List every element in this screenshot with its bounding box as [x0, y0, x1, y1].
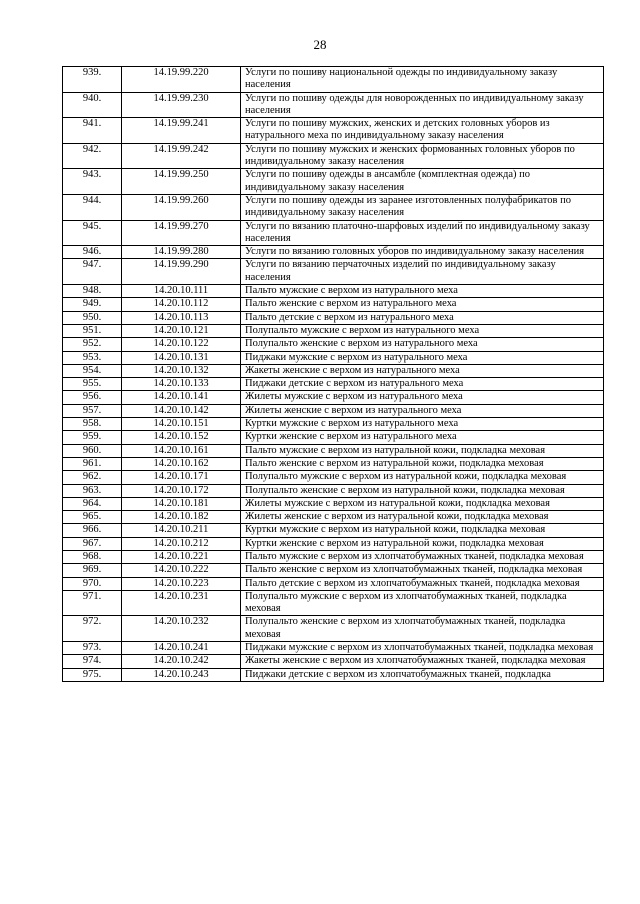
row-number: 959.	[63, 431, 122, 444]
row-number: 970.	[63, 577, 122, 590]
row-number: 940.	[63, 92, 122, 118]
row-code: 14.19.99.270	[122, 220, 241, 246]
row-description: Пальто детские с верхом из хлопчатобумажных тканей, подкладка меховая	[241, 577, 604, 590]
row-number: 965.	[63, 511, 122, 524]
row-number: 968.	[63, 550, 122, 563]
row-number: 939.	[63, 67, 122, 93]
row-description: Услуги по вязанию перчаточных изделий по индивидуальному заказу населения	[241, 259, 604, 285]
row-number: 954.	[63, 364, 122, 377]
row-code: 14.19.99.241	[122, 118, 241, 144]
table-row	[63, 590, 604, 616]
row-description: Услуги по пошиву мужских и женских формованных головных уборов по индивидуальному заказу населения	[241, 143, 604, 169]
row-description: Пиджаки мужские с верхом из хлопчатобумажных тканей, подкладка меховая	[241, 642, 604, 655]
row-code: 14.20.10.121	[122, 324, 241, 337]
row-code: 14.20.10.211	[122, 524, 241, 537]
row-number: 948.	[63, 285, 122, 298]
row-number: 961.	[63, 457, 122, 470]
table-row	[63, 298, 604, 311]
table-row	[63, 194, 604, 220]
table-row	[63, 67, 604, 93]
row-description: Жилеты женские с верхом из натуральной кожи, подкладка меховая	[241, 511, 604, 524]
row-code: 14.20.10.111	[122, 285, 241, 298]
row-number: 974.	[63, 655, 122, 668]
row-code: 14.19.99.250	[122, 169, 241, 195]
table-row	[63, 378, 604, 391]
row-description: Пиджаки детские с верхом из хлопчатобумажных тканей, подкладка	[241, 668, 604, 681]
row-code: 14.20.10.122	[122, 338, 241, 351]
row-description: Услуги по пошиву одежды из заранее изготовленных полуфабрикатов по индивидуальному заказу населения	[241, 194, 604, 220]
row-code: 14.20.10.133	[122, 378, 241, 391]
row-description: Полупальто женские с верхом из натуральной кожи, подкладка меховая	[241, 484, 604, 497]
table-row	[63, 484, 604, 497]
table-row	[63, 311, 604, 324]
table-row	[63, 524, 604, 537]
table-row	[63, 246, 604, 259]
table-row	[63, 457, 604, 470]
row-description: Жакеты женские с верхом из натурального меха	[241, 364, 604, 377]
row-code: 14.20.10.243	[122, 668, 241, 681]
row-code: 14.20.10.152	[122, 431, 241, 444]
table-row	[63, 655, 604, 668]
row-code: 14.20.10.171	[122, 471, 241, 484]
row-description: Пальто женские с верхом из натуральной кожи, подкладка меховая	[241, 457, 604, 470]
row-number: 943.	[63, 169, 122, 195]
table-row	[63, 364, 604, 377]
row-code: 14.20.10.223	[122, 577, 241, 590]
table-body	[63, 67, 604, 682]
row-number: 949.	[63, 298, 122, 311]
row-description: Пальто мужские с верхом из натуральной кожи, подкладка меховая	[241, 444, 604, 457]
row-description: Полупальто мужские с верхом из натурального меха	[241, 324, 604, 337]
row-code: 14.20.10.232	[122, 616, 241, 642]
table-row	[63, 642, 604, 655]
row-code: 14.19.99.260	[122, 194, 241, 220]
row-code: 14.20.10.151	[122, 418, 241, 431]
row-number: 972.	[63, 616, 122, 642]
row-number: 971.	[63, 590, 122, 616]
row-number: 946.	[63, 246, 122, 259]
table-row	[63, 169, 604, 195]
row-description: Полупальто женские с верхом из хлопчатобумажных тканей, подкладка меховая	[241, 616, 604, 642]
table-row	[63, 143, 604, 169]
row-description: Пальто женские с верхом из натурального меха	[241, 298, 604, 311]
row-description: Пальто мужские с верхом из хлопчатобумажных тканей, подкладка меховая	[241, 550, 604, 563]
row-description: Куртки женские с верхом из натуральной кожи, подкладка меховая	[241, 537, 604, 550]
row-number: 960.	[63, 444, 122, 457]
row-description: Полупальто мужские с верхом из хлопчатобумажных тканей, подкладка меховая	[241, 590, 604, 616]
row-number: 953.	[63, 351, 122, 364]
row-description: Куртки мужские с верхом из натурального меха	[241, 418, 604, 431]
row-code: 14.20.10.112	[122, 298, 241, 311]
table-row	[63, 550, 604, 563]
row-number: 941.	[63, 118, 122, 144]
table-row	[63, 118, 604, 144]
table-row	[63, 259, 604, 285]
table-row	[63, 431, 604, 444]
table-row	[63, 404, 604, 417]
table-row	[63, 418, 604, 431]
row-code: 14.20.10.162	[122, 457, 241, 470]
row-code: 14.19.99.290	[122, 259, 241, 285]
row-code: 14.20.10.181	[122, 497, 241, 510]
row-number: 950.	[63, 311, 122, 324]
row-number: 955.	[63, 378, 122, 391]
row-code: 14.20.10.113	[122, 311, 241, 324]
row-code: 14.20.10.241	[122, 642, 241, 655]
row-number: 945.	[63, 220, 122, 246]
row-code: 14.20.10.242	[122, 655, 241, 668]
row-code: 14.20.10.161	[122, 444, 241, 457]
row-number: 942.	[63, 143, 122, 169]
row-code: 14.20.10.142	[122, 404, 241, 417]
row-description: Куртки мужские с верхом из натуральной кожи, подкладка меховая	[241, 524, 604, 537]
row-description: Пиджаки мужские с верхом из натурального меха	[241, 351, 604, 364]
table-row	[63, 391, 604, 404]
row-code: 14.19.99.220	[122, 67, 241, 93]
table-row	[63, 324, 604, 337]
table-row	[63, 497, 604, 510]
table-row	[63, 564, 604, 577]
row-number: 962.	[63, 471, 122, 484]
row-description: Пальто женские с верхом из хлопчатобумажных тканей, подкладка меховая	[241, 564, 604, 577]
row-description: Услуги по вязанию головных уборов по индивидуальному заказу населения	[241, 246, 604, 259]
row-description: Полупальто женские с верхом из натурального меха	[241, 338, 604, 351]
row-description: Услуги по пошиву одежды для новорожденных по индивидуальному заказу населения	[241, 92, 604, 118]
row-number: 956.	[63, 391, 122, 404]
row-code: 14.20.10.182	[122, 511, 241, 524]
row-code: 14.19.99.280	[122, 246, 241, 259]
row-description: Пальто детские с верхом из натурального меха	[241, 311, 604, 324]
classification-table	[62, 66, 604, 682]
row-number: 975.	[63, 668, 122, 681]
row-number: 973.	[63, 642, 122, 655]
row-code: 14.20.10.222	[122, 564, 241, 577]
row-description: Жилеты женские с верхом из натурального меха	[241, 404, 604, 417]
row-code: 14.20.10.221	[122, 550, 241, 563]
row-number: 966.	[63, 524, 122, 537]
row-code: 14.20.10.141	[122, 391, 241, 404]
row-code: 14.20.10.212	[122, 537, 241, 550]
row-number: 951.	[63, 324, 122, 337]
row-code: 14.19.99.230	[122, 92, 241, 118]
row-description: Пиджаки детские с верхом из натурального меха	[241, 378, 604, 391]
row-code: 14.20.10.231	[122, 590, 241, 616]
row-code: 14.19.99.242	[122, 143, 241, 169]
table-row	[63, 668, 604, 681]
row-description: Пальто мужские с верхом из натурального меха	[241, 285, 604, 298]
table-row	[63, 285, 604, 298]
row-description: Услуги по пошиву национальной одежды по индивидуальному заказу населения	[241, 67, 604, 93]
table-row	[63, 577, 604, 590]
row-number: 963.	[63, 484, 122, 497]
row-description: Полупальто мужские с верхом из натуральной кожи, подкладка меховая	[241, 471, 604, 484]
table-row	[63, 511, 604, 524]
row-number: 967.	[63, 537, 122, 550]
table-row	[63, 444, 604, 457]
row-number: 944.	[63, 194, 122, 220]
row-description: Жакеты женские с верхом из хлопчатобумажных тканей, подкладка меховая	[241, 655, 604, 668]
table-row	[63, 351, 604, 364]
row-description: Куртки женские с верхом из натурального меха	[241, 431, 604, 444]
table-row	[63, 338, 604, 351]
row-description: Жилеты мужские с верхом из натурального меха	[241, 391, 604, 404]
row-number: 947.	[63, 259, 122, 285]
table-row	[63, 616, 604, 642]
row-code: 14.20.10.172	[122, 484, 241, 497]
row-number: 958.	[63, 418, 122, 431]
row-number: 952.	[63, 338, 122, 351]
table-row	[63, 220, 604, 246]
row-description: Услуги по вязанию платочно-шарфовых изделий по индивидуальному заказу населения	[241, 220, 604, 246]
page-number: 28	[313, 37, 327, 52]
row-number: 964.	[63, 497, 122, 510]
table-row	[63, 471, 604, 484]
table-row	[63, 537, 604, 550]
row-description: Услуги по пошиву одежды в ансамбле (комплектная одежда) по индивидуальному заказу населения	[241, 169, 604, 195]
row-description: Жилеты мужские с верхом из натуральной кожи, подкладка меховая	[241, 497, 604, 510]
row-code: 14.20.10.131	[122, 351, 241, 364]
table-row	[63, 92, 604, 118]
row-description: Услуги по пошиву мужских, женских и детских головных уборов из натурального меха по индивидуальному заказу населения	[241, 118, 604, 144]
row-number: 969.	[63, 564, 122, 577]
row-code: 14.20.10.132	[122, 364, 241, 377]
row-number: 957.	[63, 404, 122, 417]
